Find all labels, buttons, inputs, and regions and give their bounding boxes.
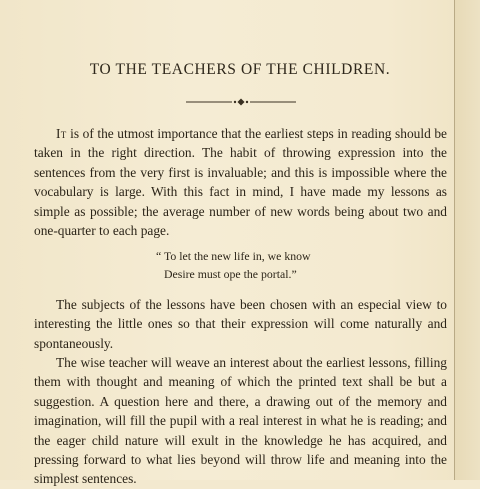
paragraph-subjects: The subjects of the lessons have been chosen with an especial view to interesting the little ones so that their expression will come naturally and spontaneously.: [34, 297, 447, 351]
quote-line-1: “ To let the new life in, we know: [156, 249, 311, 263]
paragraph-lead-word: It: [56, 126, 67, 141]
page-title: TO THE TEACHERS OF THE CHILDREN.: [89, 61, 391, 78]
paragraph-wise-teacher: The wise teacher will weave an interest about the earliest lessons, filling them with thought and meaning of which the printed text shall be but a suggestion. A question here and there, a drawing out of the memory and imagination, will fill the pupil with a real interest in what he is reading; and the eager child nature will exult in the knowledge he has acquired, and pressing forward to what lies beyond will throw life and meaning into the simplest sentences.: [34, 355, 447, 487]
paragraph-intro-text: is of the utmost importance that the earliest steps in reading should be taken in the right direction. The habit of throwing expression into the sentences from the very first is invaluable; and this is impossible where the vocabulary is large. With this fact in mind, I have made my lessons as simple as possible; the average number of new words being about two and one-quarter to each page.: [34, 126, 447, 239]
title-divider-ornament: [186, 98, 296, 106]
paragraph-intro: [34, 124, 447, 240]
quote-line-2: Desire must ope the portal.”: [164, 267, 297, 281]
epigraph-quote: [156, 247, 311, 283]
